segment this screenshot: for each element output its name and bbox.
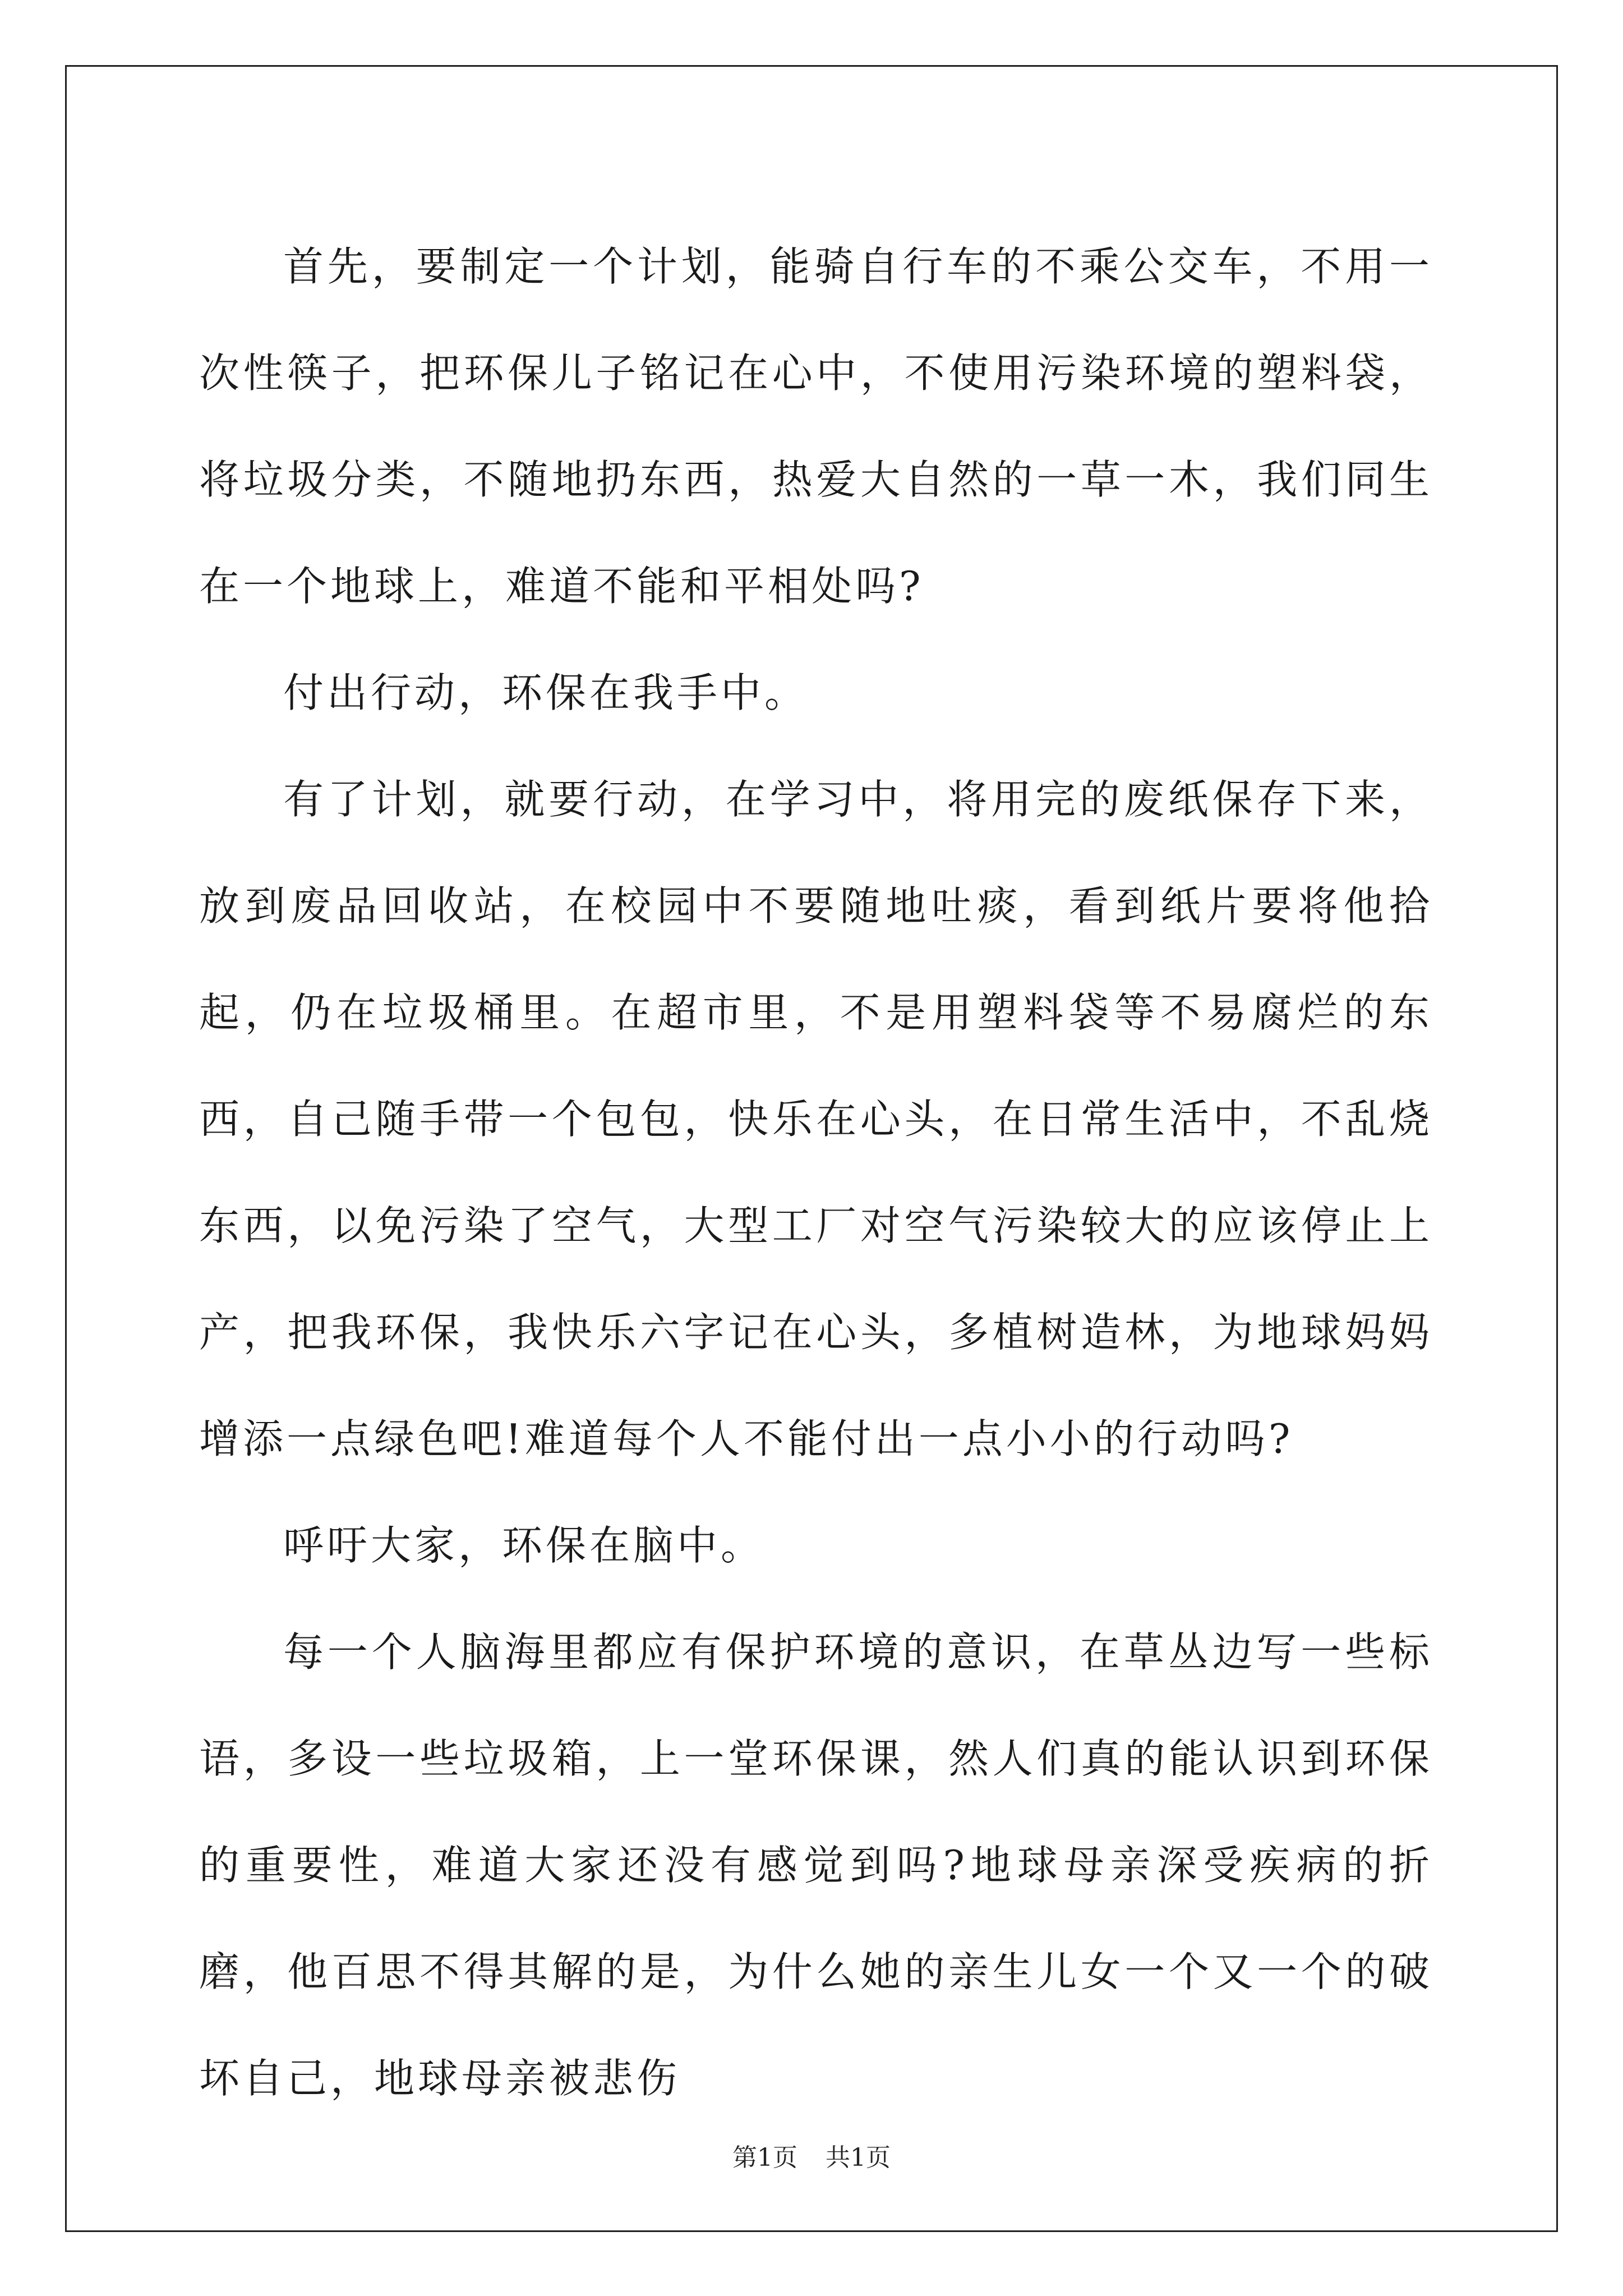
page-number: 第1页	[732, 2143, 797, 2172]
document-body	[199, 213, 1433, 2132]
paragraph-action-heading: 付出行动，环保在我手中。	[283, 669, 809, 716]
page-footer	[0, 2137, 1623, 2173]
paragraph-plan: 首先，要制定一个计划，能骑自行车的不乘公交车，不用一次性筷子，把环保儿子铭记在心中，不使用污染环境的塑料袋，将垃圾分类，不随地扔东西，热爱大自然的一草一木，我们同生在一个地球上，难道不能和平相处吗?	[199, 243, 1433, 610]
page-total: 共1页	[826, 2143, 891, 2172]
paragraph-appeal-heading: 呼吁大家，环保在脑中。	[283, 1522, 765, 1569]
paragraph-awareness: 每一个人脑海里都应有保护环境的意识，在草丛边写一些标语，多设一些垃圾箱，上一堂环保课，然人们真的能认识到环保的重要性，难道大家还没有感觉到吗?地球母亲深受疾病的折磨，他百思不得其解的是，为什么她的亲生儿女一个又一个的破坏自己，地球母亲被悲伤	[199, 1628, 1433, 2102]
paragraph-action: 有了计划，就要行动，在学习中，将用完的废纸保存下来，放到废品回收站，在校园中不要随地吐痰，看到纸片要将他拾起，仍在垃圾桶里。在超市里，不是用塑料袋等不易腐烂的东西，自己随手带一个包包，快乐在心头，在日常生活中，不乱烧东西，以免污染了空气，大型工厂对空气污染较大的应该停止上产，把我环保，我快乐六字记在心头，多植树造林，为地球妈妈增添一点绿色吧!难道每个人不能付出一点小小的行动吗?	[199, 776, 1433, 1462]
